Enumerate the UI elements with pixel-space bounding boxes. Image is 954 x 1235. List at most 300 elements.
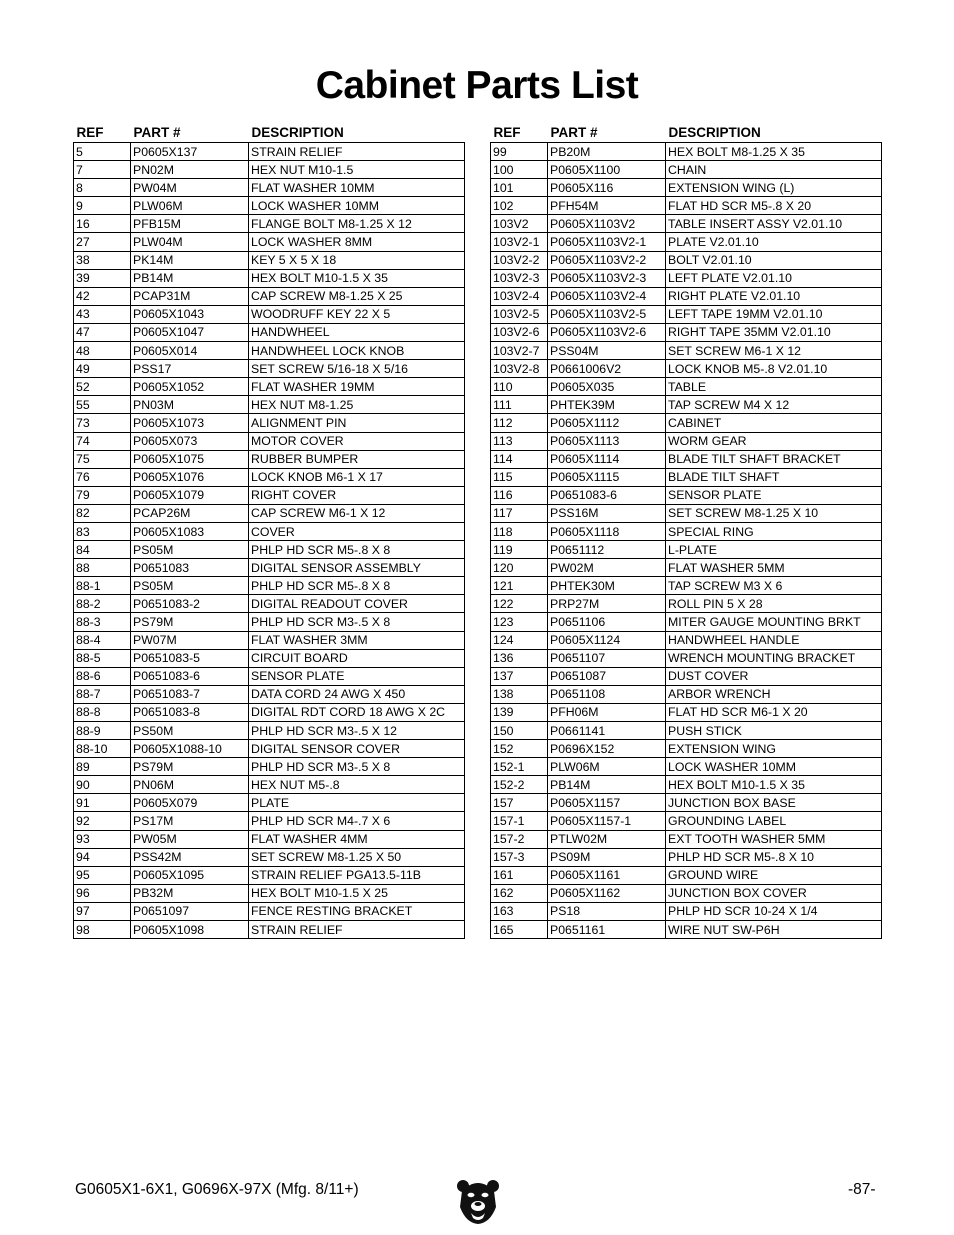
table-row <box>491 541 882 559</box>
table-row <box>74 450 465 468</box>
ref-cell: 165 <box>491 921 548 939</box>
description-cell: BOLT V2.01.10 <box>666 251 882 269</box>
table-row <box>74 667 465 685</box>
description-cell: BLADE TILT SHAFT BRACKET <box>666 450 882 468</box>
description-cell: CIRCUIT BOARD <box>249 649 465 667</box>
table-row <box>491 758 882 776</box>
description-cell: LOCK KNOB M6-1 X 17 <box>249 468 465 486</box>
grizzly-bear-logo-icon <box>456 1177 500 1225</box>
description-cell: HEX NUT M8-1.25 <box>249 396 465 414</box>
description-cell: HEX NUT M10-1.5 <box>249 161 465 179</box>
part-number-cell: PW04M <box>131 179 249 197</box>
ref-cell: 98 <box>74 921 131 939</box>
description-cell: TABLE INSERT ASSY V2.01.10 <box>666 215 882 233</box>
table-row <box>491 703 882 721</box>
description-cell: RIGHT TAPE 35MM V2.01.10 <box>666 323 882 341</box>
ref-cell: 88-2 <box>74 595 131 613</box>
ref-cell: 137 <box>491 667 548 685</box>
part-number-cell: PS17M <box>131 812 249 830</box>
description-cell: HANDWHEEL LOCK KNOB <box>249 342 465 360</box>
table-row <box>491 396 882 414</box>
part-number-cell: PS05M <box>131 577 249 595</box>
ref-cell: 73 <box>74 414 131 432</box>
parts-table <box>73 122 465 939</box>
part-number-cell: P0605X1047 <box>131 323 249 341</box>
table-row <box>74 812 465 830</box>
description-cell: SENSOR PLATE <box>666 486 882 504</box>
part-number-cell: P0605X1083 <box>131 522 249 540</box>
part-number-cell: PB14M <box>548 776 666 794</box>
part-number-cell: P0605X1118 <box>548 522 666 540</box>
part-number-cell: PK14M <box>131 251 249 269</box>
part-number-cell: P0605X1162 <box>548 884 666 902</box>
table-row <box>74 233 465 251</box>
part-number-cell: PW05M <box>131 830 249 848</box>
ref-cell: 76 <box>74 468 131 486</box>
ref-cell: 43 <box>74 305 131 323</box>
ref-cell: 115 <box>491 468 548 486</box>
part-number-cell: P0605X014 <box>131 342 249 360</box>
part-number-cell: P0605X1103V2 <box>548 215 666 233</box>
ref-cell: 161 <box>491 866 548 884</box>
part-number-cell: P0651083-8 <box>131 703 249 721</box>
part-number-cell: P0605X1112 <box>548 414 666 432</box>
description-cell: SPECIAL RING <box>666 522 882 540</box>
description-cell: LEFT PLATE V2.01.10 <box>666 269 882 287</box>
table-row <box>74 414 465 432</box>
part-number-cell: P0605X1157-1 <box>548 812 666 830</box>
table-row <box>74 143 465 161</box>
ref-cell: 8 <box>74 179 131 197</box>
ref-cell: 103V2-1 <box>491 233 548 251</box>
table-row <box>491 450 882 468</box>
ref-cell: 88-4 <box>74 631 131 649</box>
ref-cell: 39 <box>74 269 131 287</box>
ref-cell: 139 <box>491 703 548 721</box>
ref-cell: 103V2-7 <box>491 342 548 360</box>
part-number-cell: P0651097 <box>131 902 249 920</box>
description-cell: PHLP HD SCR M3-.5 X 12 <box>249 722 465 740</box>
table-row <box>491 197 882 215</box>
table-row <box>491 143 882 161</box>
part-number-cell: P0605X1075 <box>131 450 249 468</box>
table-row <box>491 812 882 830</box>
description-cell: WORM GEAR <box>666 432 882 450</box>
table-row <box>491 722 882 740</box>
table-row <box>491 794 882 812</box>
part-number-cell: P0651107 <box>548 649 666 667</box>
ref-cell: 157-2 <box>491 830 548 848</box>
table-row <box>74 685 465 703</box>
part-number-cell: P0605X073 <box>131 432 249 450</box>
table-row <box>74 179 465 197</box>
ref-cell: 90 <box>74 776 131 794</box>
table-row <box>74 360 465 378</box>
description-cell: DIGITAL SENSOR ASSEMBLY <box>249 559 465 577</box>
table-row <box>491 323 882 341</box>
part-number-cell: PCAP26M <box>131 504 249 522</box>
table-row <box>74 342 465 360</box>
table-row <box>491 613 882 631</box>
description-cell: RIGHT COVER <box>249 486 465 504</box>
ref-cell: 55 <box>74 396 131 414</box>
table-row <box>491 486 882 504</box>
ref-cell: 91 <box>74 794 131 812</box>
table-row <box>491 215 882 233</box>
ref-cell: 163 <box>491 902 548 920</box>
part-number-cell: P0651083-5 <box>131 649 249 667</box>
description-cell: RUBBER BUMPER <box>249 450 465 468</box>
table-row <box>491 631 882 649</box>
ref-cell: 100 <box>491 161 548 179</box>
ref-cell: 75 <box>74 450 131 468</box>
table-row <box>491 866 882 884</box>
table-row <box>491 776 882 794</box>
ref-cell: 49 <box>74 360 131 378</box>
description-cell: L-PLATE <box>666 541 882 559</box>
table-row <box>74 486 465 504</box>
ref-cell: 157 <box>491 794 548 812</box>
part-number-cell: PS79M <box>131 613 249 631</box>
part-number-cell: P0605X1076 <box>131 468 249 486</box>
description-cell: JUNCTION BOX COVER <box>666 884 882 902</box>
ref-cell: 150 <box>491 722 548 740</box>
description-cell: WIRE NUT SW-P6H <box>666 921 882 939</box>
part-number-cell: PFB15M <box>131 215 249 233</box>
part-number-cell: P0661141 <box>548 722 666 740</box>
ref-cell: 112 <box>491 414 548 432</box>
parts-table-left <box>73 122 464 939</box>
description-cell: TABLE <box>666 378 882 396</box>
part-number-cell: P0651106 <box>548 613 666 631</box>
ref-cell: 121 <box>491 577 548 595</box>
part-number-cell: P0605X1088-10 <box>131 740 249 758</box>
ref-cell: 88-8 <box>74 703 131 721</box>
description-cell: GROUND WIRE <box>666 866 882 884</box>
table-row <box>74 396 465 414</box>
ref-column-header: REF <box>493 124 521 140</box>
description-cell: DIGITAL RDT CORD 18 AWG X 2C <box>249 703 465 721</box>
description-cell: PHLP HD SCR M4-.7 X 6 <box>249 812 465 830</box>
part-number-cell: PFH06M <box>548 703 666 721</box>
description-cell: DUST COVER <box>666 667 882 685</box>
table-row <box>491 595 882 613</box>
part-number-cell: P0605X1103V2-5 <box>548 305 666 323</box>
table-row <box>74 378 465 396</box>
part-number-cell: PFH54M <box>548 197 666 215</box>
description-cell: DIGITAL SENSOR COVER <box>249 740 465 758</box>
ref-cell: 97 <box>74 902 131 920</box>
part-number-cell: PW07M <box>131 631 249 649</box>
table-row <box>74 649 465 667</box>
table-header-row <box>491 122 882 143</box>
description-cell: PUSH STICK <box>666 722 882 740</box>
ref-cell: 123 <box>491 613 548 631</box>
ref-cell: 116 <box>491 486 548 504</box>
part-column-header: PART # <box>133 124 181 140</box>
description-cell: WRENCH MOUNTING BRACKET <box>666 649 882 667</box>
ref-cell: 16 <box>74 215 131 233</box>
part-number-cell: P0605X1052 <box>131 378 249 396</box>
description-cell: HEX BOLT M8-1.25 X 35 <box>666 143 882 161</box>
part-number-cell: P0605X035 <box>548 378 666 396</box>
part-number-cell: P0605X1124 <box>548 631 666 649</box>
part-number-cell: PCAP31M <box>131 287 249 305</box>
ref-cell: 47 <box>74 323 131 341</box>
table-row <box>74 468 465 486</box>
description-cell: STRAIN RELIEF PGA13.5-11B <box>249 866 465 884</box>
part-number-cell: P0651083-2 <box>131 595 249 613</box>
part-number-cell: P0605X137 <box>131 143 249 161</box>
description-cell: FLAT WASHER 19MM <box>249 378 465 396</box>
ref-cell: 7 <box>74 161 131 179</box>
description-cell: FLAT HD SCR M5-.8 X 20 <box>666 197 882 215</box>
table-row <box>491 432 882 450</box>
ref-cell: 122 <box>491 595 548 613</box>
description-cell: ROLL PIN 5 X 28 <box>666 595 882 613</box>
table-row <box>491 287 882 305</box>
description-cell: STRAIN RELIEF <box>249 143 465 161</box>
ref-cell: 110 <box>491 378 548 396</box>
description-cell: LOCK WASHER 10MM <box>666 758 882 776</box>
ref-cell: 103V2-5 <box>491 305 548 323</box>
ref-cell: 152-2 <box>491 776 548 794</box>
description-column-header: DESCRIPTION <box>668 124 761 140</box>
ref-cell: 88-9 <box>74 722 131 740</box>
table-row <box>74 251 465 269</box>
part-number-cell: PS09M <box>548 848 666 866</box>
description-cell: FLAT WASHER 5MM <box>666 559 882 577</box>
description-cell: LOCK WASHER 10MM <box>249 197 465 215</box>
table-row <box>491 161 882 179</box>
description-cell: KEY 5 X 5 X 18 <box>249 251 465 269</box>
part-number-cell: P0651112 <box>548 541 666 559</box>
part-number-cell: P0651083-7 <box>131 685 249 703</box>
ref-cell: 9 <box>74 197 131 215</box>
ref-cell: 120 <box>491 559 548 577</box>
description-cell: SENSOR PLATE <box>249 667 465 685</box>
description-cell: FENCE RESTING BRACKET <box>249 902 465 920</box>
ref-cell: 152-1 <box>491 758 548 776</box>
table-row <box>74 703 465 721</box>
part-number-cell: P0651083-6 <box>131 667 249 685</box>
part-number-cell: P0605X1161 <box>548 866 666 884</box>
description-cell: CAP SCREW M6-1 X 12 <box>249 504 465 522</box>
table-row <box>491 649 882 667</box>
ref-cell: 94 <box>74 848 131 866</box>
ref-cell: 88-10 <box>74 740 131 758</box>
table-row <box>491 884 882 902</box>
description-cell: HEX NUT M5-.8 <box>249 776 465 794</box>
ref-cell: 157-3 <box>491 848 548 866</box>
part-number-cell: P0605X1073 <box>131 414 249 432</box>
description-cell: PHLP HD SCR M3-.5 X 8 <box>249 613 465 631</box>
table-row <box>491 468 882 486</box>
description-cell: ARBOR WRENCH <box>666 685 882 703</box>
description-cell: JUNCTION BOX BASE <box>666 794 882 812</box>
description-cell: COVER <box>249 522 465 540</box>
table-row <box>74 794 465 812</box>
part-number-cell: P0651083 <box>131 559 249 577</box>
table-row <box>74 758 465 776</box>
part-number-cell: P0661006V2 <box>548 360 666 378</box>
part-number-cell: PSS42M <box>131 848 249 866</box>
description-cell: HEX BOLT M10-1.5 X 25 <box>249 884 465 902</box>
description-cell: FLAT WASHER 4MM <box>249 830 465 848</box>
description-cell: CABINET <box>666 414 882 432</box>
part-number-cell: P0605X1103V2-6 <box>548 323 666 341</box>
table-row <box>74 323 465 341</box>
ref-cell: 136 <box>491 649 548 667</box>
description-cell: TAP SCREW M4 X 12 <box>666 396 882 414</box>
ref-cell: 84 <box>74 541 131 559</box>
description-cell: EXTENSION WING (L) <box>666 179 882 197</box>
description-cell: PHLP HD SCR 10-24 X 1/4 <box>666 902 882 920</box>
ref-cell: 119 <box>491 541 548 559</box>
part-number-cell: P0605X1113 <box>548 432 666 450</box>
table-row <box>74 305 465 323</box>
part-number-cell: PS79M <box>131 758 249 776</box>
table-row <box>491 269 882 287</box>
table-row <box>491 414 882 432</box>
table-row <box>491 921 882 939</box>
part-number-cell: P0605X1114 <box>548 450 666 468</box>
table-row <box>491 504 882 522</box>
description-cell: GROUNDING LABEL <box>666 812 882 830</box>
description-cell: PLATE V2.01.10 <box>666 233 882 251</box>
part-number-cell: P0651108 <box>548 685 666 703</box>
ref-cell: 113 <box>491 432 548 450</box>
table-row <box>74 197 465 215</box>
table-row <box>491 251 882 269</box>
description-cell: CHAIN <box>666 161 882 179</box>
part-number-cell: PSS16M <box>548 504 666 522</box>
table-row <box>491 740 882 758</box>
table-row <box>74 740 465 758</box>
ref-cell: 114 <box>491 450 548 468</box>
part-number-cell: PSS17 <box>131 360 249 378</box>
description-cell: ALIGNMENT PIN <box>249 414 465 432</box>
part-number-cell: P0605X1103V2-3 <box>548 269 666 287</box>
ref-cell: 96 <box>74 884 131 902</box>
part-number-cell: P0605X1157 <box>548 794 666 812</box>
table-row <box>491 378 882 396</box>
ref-cell: 117 <box>491 504 548 522</box>
part-number-cell: PB14M <box>131 269 249 287</box>
ref-column-header: REF <box>76 124 104 140</box>
description-cell: FLANGE BOLT M8-1.25 X 12 <box>249 215 465 233</box>
description-cell: RIGHT PLATE V2.01.10 <box>666 287 882 305</box>
table-row <box>74 631 465 649</box>
description-cell: PHLP HD SCR M3-.5 X 8 <box>249 758 465 776</box>
part-number-cell: P0605X1098 <box>131 921 249 939</box>
description-cell: HEX BOLT M10-1.5 X 35 <box>666 776 882 794</box>
part-number-cell: P0605X116 <box>548 179 666 197</box>
table-row <box>74 161 465 179</box>
description-cell: STRAIN RELIEF <box>249 921 465 939</box>
parts-table <box>490 122 882 939</box>
table-header-row <box>74 122 465 143</box>
table-row <box>74 884 465 902</box>
table-row <box>74 595 465 613</box>
table-row <box>74 559 465 577</box>
description-cell: MOTOR COVER <box>249 432 465 450</box>
description-cell: DATA CORD 24 AWG X 450 <box>249 685 465 703</box>
ref-cell: 102 <box>491 197 548 215</box>
part-number-cell: P0696X152 <box>548 740 666 758</box>
table-row <box>74 504 465 522</box>
ref-cell: 95 <box>74 866 131 884</box>
table-row <box>74 921 465 939</box>
ref-cell: 152 <box>491 740 548 758</box>
part-number-cell: PSS04M <box>548 342 666 360</box>
description-cell: WOODRUFF KEY 22 X 5 <box>249 305 465 323</box>
ref-cell: 74 <box>74 432 131 450</box>
table-row <box>74 848 465 866</box>
ref-cell: 48 <box>74 342 131 360</box>
ref-cell: 27 <box>74 233 131 251</box>
part-number-cell: P0605X1043 <box>131 305 249 323</box>
table-row <box>74 577 465 595</box>
part-column-header: PART # <box>550 124 598 140</box>
ref-cell: 79 <box>74 486 131 504</box>
description-cell: PLATE <box>249 794 465 812</box>
table-row <box>491 233 882 251</box>
part-number-cell: PB32M <box>131 884 249 902</box>
description-cell: CAP SCREW M8-1.25 X 25 <box>249 287 465 305</box>
part-number-cell: P0651161 <box>548 921 666 939</box>
ref-cell: 103V2-2 <box>491 251 548 269</box>
description-cell: PHLP HD SCR M5-.8 X 8 <box>249 541 465 559</box>
part-number-cell: P0651087 <box>548 667 666 685</box>
part-number-cell: PLW04M <box>131 233 249 251</box>
ref-cell: 111 <box>491 396 548 414</box>
ref-cell: 157-1 <box>491 812 548 830</box>
table-row <box>74 902 465 920</box>
table-row <box>491 902 882 920</box>
ref-cell: 118 <box>491 522 548 540</box>
ref-cell: 99 <box>491 143 548 161</box>
description-cell: LOCK KNOB M5-.8 V2.01.10 <box>666 360 882 378</box>
table-row <box>74 722 465 740</box>
part-number-cell: PHTEK30M <box>548 577 666 595</box>
description-cell: EXTENSION WING <box>666 740 882 758</box>
ref-cell: 103V2-6 <box>491 323 548 341</box>
part-number-cell: PS50M <box>131 722 249 740</box>
description-cell: MITER GAUGE MOUNTING BRKT <box>666 613 882 631</box>
part-number-cell: PLW06M <box>131 197 249 215</box>
table-row <box>491 179 882 197</box>
description-cell: SET SCREW M8-1.25 X 50 <box>249 848 465 866</box>
part-number-cell: PLW06M <box>548 758 666 776</box>
ref-cell: 103V2-4 <box>491 287 548 305</box>
description-cell: HEX BOLT M10-1.5 X 35 <box>249 269 465 287</box>
part-number-cell: PN02M <box>131 161 249 179</box>
page-title: Cabinet Parts List <box>315 64 639 107</box>
part-number-cell: P0605X1079 <box>131 486 249 504</box>
description-column-header: DESCRIPTION <box>251 124 344 140</box>
page-number: -87- <box>848 1181 876 1198</box>
ref-cell: 52 <box>74 378 131 396</box>
part-number-cell: PN03M <box>131 396 249 414</box>
description-cell: SET SCREW 5/16-18 X 5/16 <box>249 360 465 378</box>
description-cell: PHLP HD SCR M5-.8 X 10 <box>666 848 882 866</box>
table-row <box>74 269 465 287</box>
part-number-cell: PS18 <box>548 902 666 920</box>
ref-cell: 103V2-8 <box>491 360 548 378</box>
ref-cell: 88 <box>74 559 131 577</box>
description-cell: FLAT WASHER 3MM <box>249 631 465 649</box>
